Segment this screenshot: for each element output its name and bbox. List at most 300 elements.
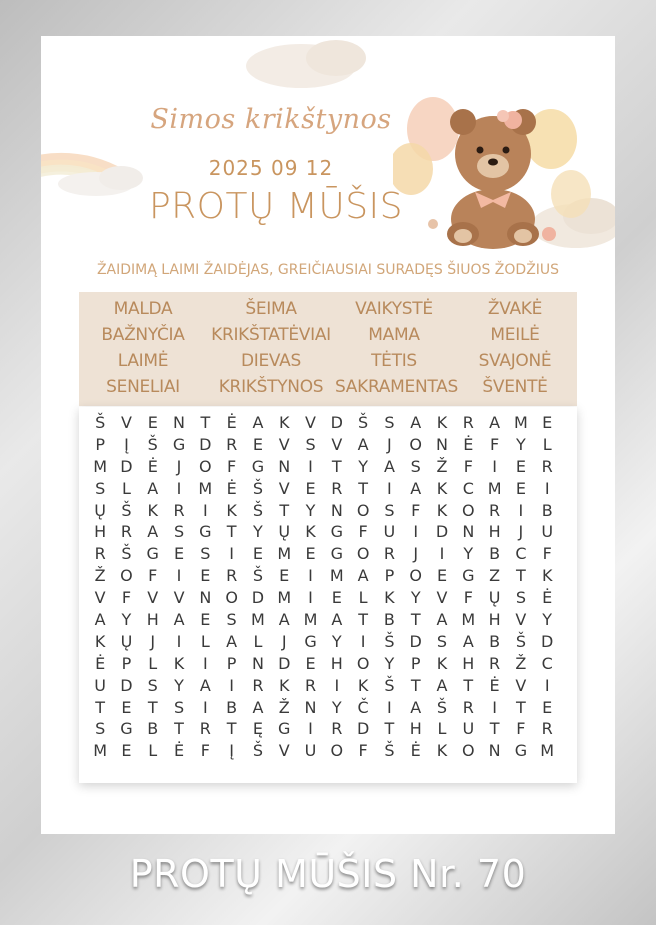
grid-letter[interactable]: D <box>435 522 449 542</box>
grid-letter[interactable]: J <box>176 456 182 476</box>
grid-letter[interactable]: N <box>173 413 186 432</box>
grid-letter[interactable]: S <box>436 631 448 651</box>
grid-letter[interactable]: K <box>436 500 448 520</box>
grid-letter[interactable]: D <box>541 631 554 651</box>
grid-letter[interactable]: G <box>462 566 475 586</box>
grid-letter[interactable]: O <box>356 500 370 520</box>
grid-letter[interactable]: G <box>330 522 344 542</box>
grid-letter[interactable]: Š <box>95 413 106 432</box>
grid-letter[interactable]: I <box>176 566 182 586</box>
grid-letter[interactable]: A <box>436 610 448 630</box>
grid-letter[interactable]: T <box>463 675 474 695</box>
grid-letter[interactable]: Ę <box>252 719 263 739</box>
grid-letter[interactable]: R <box>94 544 106 564</box>
grid-letter[interactable]: K <box>94 631 106 651</box>
grid-letter[interactable]: A <box>357 434 369 454</box>
grid-letter[interactable]: Ų <box>94 500 106 520</box>
grid-letter[interactable]: D <box>251 588 265 608</box>
grid-letter[interactable]: B <box>226 697 238 717</box>
grid-letter[interactable]: A <box>410 478 422 498</box>
grid-letter[interactable]: K <box>147 500 158 520</box>
grid-letter[interactable]: D <box>120 456 133 476</box>
grid-letter[interactable]: Š <box>252 566 263 586</box>
grid-letter[interactable]: G <box>278 719 291 739</box>
grid-letter[interactable]: F <box>227 456 237 476</box>
grid-letter[interactable]: E <box>200 566 211 586</box>
grid-letter[interactable]: G <box>146 544 159 564</box>
footer-title: PROTŲ MŪŠIS Nr. 70 <box>129 852 527 896</box>
grid-letter[interactable]: O <box>409 566 422 586</box>
grid-letter[interactable]: Y <box>542 610 553 630</box>
grid-letter[interactable]: Š <box>384 741 395 761</box>
grid-letter[interactable]: O <box>462 741 475 761</box>
grid-letter[interactable]: S <box>226 610 237 630</box>
grid-letter[interactable]: F <box>516 719 526 739</box>
grid-letter[interactable]: I <box>387 697 392 717</box>
grid-letter[interactable]: G <box>251 456 265 476</box>
grid-letter[interactable]: Ė <box>95 653 106 673</box>
grid-letter[interactable]: P <box>226 653 237 673</box>
grid-letter[interactable]: I <box>360 631 366 651</box>
grid-letter[interactable]: E <box>121 697 132 717</box>
word-item: KRIKŠTATĖVIAI <box>211 325 331 345</box>
grid-letter[interactable]: N <box>330 500 343 520</box>
grid-letter[interactable]: N <box>436 434 448 454</box>
grid-letter[interactable]: Ž <box>94 566 106 586</box>
grid-letter[interactable]: H <box>409 719 422 739</box>
grid-letter[interactable]: Y <box>253 522 263 542</box>
grid-letter[interactable]: Į <box>229 741 234 761</box>
grid-letter[interactable]: A <box>331 610 343 630</box>
grid-letter[interactable]: V <box>278 478 290 498</box>
grid-letter[interactable]: A <box>147 522 159 542</box>
grid-letter[interactable]: R <box>304 675 317 695</box>
grid-letter[interactable]: E <box>121 741 132 761</box>
grid-letter[interactable]: B <box>541 500 553 520</box>
word-item: MAMA <box>368 325 420 345</box>
grid-letter[interactable]: V <box>147 588 159 608</box>
grid-letter[interactable]: S <box>95 478 106 498</box>
grid-letter[interactable]: O <box>356 544 370 564</box>
grid-letter[interactable]: R <box>199 719 211 739</box>
grid-letter[interactable]: O <box>120 566 133 586</box>
grid-letter[interactable]: M <box>540 741 555 761</box>
grid-letter[interactable]: T <box>200 413 211 432</box>
grid-letter[interactable]: M <box>198 478 213 498</box>
grid-letter[interactable]: B <box>489 631 501 651</box>
grid-letter[interactable]: Ė <box>226 413 237 432</box>
grid-letter[interactable]: Y <box>410 588 421 608</box>
grid-letter[interactable]: V <box>515 675 527 695</box>
grid-letter[interactable]: S <box>95 719 106 739</box>
grid-letter[interactable]: V <box>278 434 290 454</box>
grid-letter[interactable]: F <box>463 456 473 476</box>
grid-letter[interactable]: A <box>462 631 474 651</box>
grid-letter[interactable]: S <box>384 413 395 432</box>
grid-letter[interactable]: F <box>490 434 500 454</box>
grid-letter[interactable]: U <box>462 719 475 739</box>
grid-letter[interactable]: T <box>226 719 237 739</box>
grid-letter[interactable]: E <box>436 566 448 586</box>
grid-letter[interactable]: M <box>303 610 318 630</box>
grid-letter[interactable]: D <box>278 653 291 673</box>
grid-letter[interactable]: P <box>95 434 105 454</box>
grid-letter[interactable]: R <box>120 522 132 542</box>
grid-letter[interactable]: Š <box>384 675 395 695</box>
grid-letter[interactable]: A <box>410 413 422 432</box>
grid-letter[interactable]: Ų <box>278 522 291 542</box>
grid-letter[interactable]: Y <box>305 500 316 520</box>
grid-letter[interactable]: O <box>225 588 238 608</box>
grid-letter[interactable]: C <box>515 544 527 564</box>
word-item: ŠVENTĖ <box>482 377 548 397</box>
grid-letter[interactable]: Š <box>147 434 158 454</box>
grid-letter[interactable]: C <box>462 478 474 498</box>
grid-letter[interactable]: T <box>358 478 368 498</box>
grid-letter[interactable]: Ž <box>278 697 290 717</box>
grid-letter[interactable]: B <box>489 544 501 564</box>
grid-letter[interactable]: P <box>384 566 395 586</box>
grid-letter[interactable]: I <box>308 456 313 476</box>
grid-letter[interactable]: D <box>199 434 212 454</box>
grid-letter[interactable]: O <box>199 456 212 476</box>
grid-letter[interactable]: M <box>93 741 108 761</box>
grid-letter[interactable]: U <box>541 522 554 542</box>
grid-letter[interactable]: A <box>278 610 290 630</box>
word-item: LAIMĖ <box>117 351 169 371</box>
grid-letter[interactable]: L <box>253 631 263 651</box>
grid-letter[interactable]: H <box>146 610 159 630</box>
grid-letter[interactable]: Č <box>357 697 369 717</box>
grid-letter[interactable]: Y <box>463 544 474 564</box>
grid-letter[interactable]: I <box>229 675 234 695</box>
grid-letter[interactable]: R <box>462 413 474 432</box>
grid-letter[interactable]: I <box>176 478 182 498</box>
grid-letter[interactable]: K <box>436 478 448 498</box>
grid-letter[interactable]: I <box>387 478 392 498</box>
word-item: VAIKYSTĖ <box>355 299 433 319</box>
word-item: TĖTIS <box>371 351 417 371</box>
grid-letter[interactable]: V <box>278 741 290 761</box>
grid-letter[interactable]: E <box>542 413 553 432</box>
grid-letter[interactable]: N <box>278 456 291 476</box>
grid-letter[interactable]: B <box>147 719 159 739</box>
grid-letter[interactable]: L <box>358 588 368 608</box>
grid-letter[interactable]: Š <box>121 544 132 564</box>
grid-letter[interactable]: V <box>305 413 316 432</box>
grid-letter[interactable]: R <box>173 500 185 520</box>
grid-letter[interactable]: F <box>148 566 158 586</box>
grid-letter[interactable]: Y <box>516 434 526 454</box>
grid-letter[interactable]: E <box>252 434 263 454</box>
grid-letter[interactable]: I <box>202 500 208 520</box>
grid-letter[interactable]: V <box>436 588 448 608</box>
grid-letter[interactable]: R <box>331 719 343 739</box>
grid-letter[interactable]: M <box>277 588 292 608</box>
grid-letter[interactable]: K <box>436 653 448 673</box>
grid-letter[interactable]: Ž <box>436 456 448 476</box>
grid-letter[interactable]: C <box>541 653 553 673</box>
grid-letter[interactable]: M <box>513 413 528 432</box>
grid-letter[interactable]: N <box>251 653 264 673</box>
grid-letter[interactable]: O <box>462 500 475 520</box>
grid-letter[interactable]: S <box>515 588 526 608</box>
grid-letter[interactable]: J <box>387 434 392 454</box>
grid-letter[interactable]: A <box>226 631 238 651</box>
grid-letter[interactable]: D <box>356 719 370 739</box>
grid-letter[interactable]: T <box>384 719 395 739</box>
grid-letter[interactable]: A <box>252 413 264 432</box>
grid-letter[interactable]: G <box>172 434 186 454</box>
grid-letter[interactable]: G <box>304 631 317 651</box>
grid-letter[interactable]: F <box>121 588 132 608</box>
grid-letter[interactable]: U <box>94 675 106 695</box>
grid-letter[interactable]: L <box>437 719 447 739</box>
grid-letter[interactable]: M <box>461 610 476 630</box>
grid-letter[interactable]: T <box>516 697 526 717</box>
grid-letter[interactable]: G <box>199 522 212 542</box>
grid-letter[interactable]: K <box>278 413 290 432</box>
grid-letter[interactable]: Š <box>121 500 132 520</box>
grid-letter[interactable]: R <box>331 478 343 498</box>
grid-letter[interactable]: Š <box>515 631 526 651</box>
grid-letter[interactable]: A <box>383 456 395 476</box>
grid-letter[interactable]: I <box>308 588 313 608</box>
grid-letter[interactable]: K <box>436 413 448 432</box>
grid-letter[interactable]: T <box>410 675 421 695</box>
grid-letter[interactable]: K <box>226 500 237 520</box>
grid-letter[interactable]: S <box>147 675 158 695</box>
grid-letter[interactable]: R <box>541 719 553 739</box>
grid-letter[interactable]: T <box>516 566 526 586</box>
grid-letter[interactable]: V <box>120 413 132 432</box>
grid-letter[interactable]: F <box>358 522 368 542</box>
grid-letter[interactable]: N <box>304 697 317 717</box>
grid-letter[interactable]: J <box>281 631 287 651</box>
grid-letter[interactable]: O <box>330 741 344 761</box>
grid-letter[interactable]: K <box>173 653 185 673</box>
grid-letter[interactable]: A <box>252 697 264 717</box>
grid-letter[interactable]: R <box>383 544 395 564</box>
grid-letter[interactable]: Š <box>252 741 263 761</box>
grid-letter[interactable]: I <box>202 653 208 673</box>
grid-letter[interactable]: I <box>518 500 524 520</box>
grid-letter[interactable]: K <box>305 522 316 542</box>
grid-letter[interactable]: K <box>541 566 553 586</box>
grid-letter[interactable]: Y <box>121 610 132 630</box>
grid-letter[interactable]: Y <box>174 675 184 695</box>
grid-letter[interactable]: Y <box>384 653 395 673</box>
grid-letter[interactable]: G <box>514 741 528 761</box>
grid-letter[interactable]: L <box>542 434 552 454</box>
grid-letter[interactable]: F <box>200 741 210 761</box>
grid-letter[interactable]: E <box>331 588 342 608</box>
grid-letter[interactable]: Y <box>331 697 342 717</box>
grid-letter[interactable]: I <box>413 522 419 542</box>
grid-letter[interactable]: Y <box>331 631 342 651</box>
grid-letter[interactable]: P <box>410 653 421 673</box>
grid-letter[interactable]: M <box>251 610 265 630</box>
grid-letter[interactable]: Ė <box>410 741 421 761</box>
grid-letter[interactable]: A <box>199 675 211 695</box>
grid-letter[interactable]: E <box>305 544 316 564</box>
grid-letter[interactable]: Ų <box>120 631 133 651</box>
grid-letter[interactable]: L <box>148 741 158 761</box>
grid-letter[interactable]: O <box>356 653 370 673</box>
grid-letter[interactable]: R <box>226 566 238 586</box>
grid-letter[interactable]: S <box>305 434 316 454</box>
grid-letter[interactable]: H <box>488 522 501 542</box>
grid-letter[interactable]: G <box>120 719 133 739</box>
grid-letter[interactable]: A <box>436 675 448 695</box>
grid-letter[interactable]: R <box>462 697 474 717</box>
grid-letter[interactable]: I <box>334 675 340 695</box>
grid-letter[interactable]: F <box>411 500 421 520</box>
grid-letter[interactable]: Š <box>384 631 395 651</box>
grid-letter[interactable]: Ė <box>463 434 474 454</box>
grid-letter[interactable]: M <box>277 544 292 564</box>
grid-letter[interactable]: E <box>200 610 211 630</box>
grid-letter[interactable]: T <box>226 522 237 542</box>
grid-letter[interactable]: B <box>383 610 395 630</box>
grid-letter[interactable]: T <box>174 719 184 739</box>
grid-letter[interactable]: A <box>94 610 106 630</box>
grid-letter[interactable]: U <box>383 522 396 542</box>
grid-letter[interactable]: I <box>229 544 234 564</box>
grid-letter[interactable]: H <box>94 522 107 542</box>
grid-letter[interactable]: J <box>413 544 419 564</box>
grid-letter[interactable]: Z <box>489 566 501 586</box>
grid-letter[interactable]: I <box>544 675 550 695</box>
grid-letter[interactable]: D <box>120 675 133 695</box>
grid-letter[interactable]: E <box>305 653 316 673</box>
grid-letter[interactable]: Š <box>252 478 263 498</box>
grid-letter[interactable]: T <box>331 456 342 476</box>
grid-letter[interactable]: Ė <box>226 478 237 498</box>
grid-letter[interactable]: O <box>409 434 422 454</box>
grid-letter[interactable]: A <box>489 413 501 432</box>
grid-letter[interactable]: T <box>358 610 368 630</box>
grid-letter[interactable]: I <box>202 697 208 717</box>
grid-letter[interactable]: J <box>150 631 156 651</box>
grid-letter[interactable]: K <box>278 675 290 695</box>
grid-letter[interactable]: V <box>331 434 343 454</box>
grid-letter[interactable]: Š <box>436 697 448 717</box>
grid-letter[interactable]: Y <box>358 456 368 476</box>
grid-letter[interactable]: R <box>252 675 264 695</box>
grid-letter[interactable]: F <box>542 544 552 564</box>
grid-letter[interactable]: N <box>462 522 475 542</box>
grid-letter[interactable]: G <box>330 544 344 564</box>
grid-letter[interactable]: U <box>304 741 317 761</box>
grid-letter[interactable]: I <box>544 478 550 498</box>
grid-letter[interactable]: Ė <box>489 675 500 695</box>
grid-letter[interactable]: E <box>173 544 185 564</box>
grid-letter[interactable]: V <box>173 588 185 608</box>
grid-letter[interactable]: E <box>542 697 553 717</box>
grid-letter[interactable]: L <box>148 653 158 673</box>
grid-letter[interactable]: Į <box>124 434 129 454</box>
grid-letter[interactable]: I <box>492 456 497 476</box>
grid-letter[interactable]: S <box>410 456 421 476</box>
grid-letter[interactable]: Ž <box>515 653 527 673</box>
grid-letter[interactable]: V <box>515 610 527 630</box>
grid-letter[interactable]: S <box>173 697 185 717</box>
grid-letter[interactable]: Ė <box>173 741 185 761</box>
grid-letter[interactable]: A <box>173 610 185 630</box>
grid-letter[interactable]: E <box>515 456 526 476</box>
grid-letter[interactable]: K <box>357 675 369 695</box>
grid-letter[interactable]: E <box>147 413 158 432</box>
grid-letter[interactable]: V <box>94 588 106 608</box>
grid-letter[interactable]: I <box>492 697 497 717</box>
grid-letter[interactable]: Ė <box>147 456 158 476</box>
grid-letter[interactable]: I <box>308 719 313 739</box>
grid-letter[interactable]: R <box>489 500 501 520</box>
grid-letter[interactable]: E <box>252 544 263 564</box>
grid-letter[interactable]: A <box>410 697 422 717</box>
grid-letter[interactable]: T <box>279 500 290 520</box>
grid-letter[interactable]: S <box>200 544 211 564</box>
grid-letter[interactable]: N <box>488 741 501 761</box>
grid-letter[interactable]: D <box>409 631 422 651</box>
grid-letter[interactable]: M <box>93 456 108 476</box>
puzzle-card <box>41 36 615 834</box>
grid-letter[interactable]: H <box>330 653 343 673</box>
grid-letter[interactable]: A <box>147 478 159 498</box>
grid-letter[interactable]: L <box>121 478 131 498</box>
grid-letter[interactable]: Ė <box>542 588 553 608</box>
grid-letter[interactable]: N <box>199 588 212 608</box>
grid-letter[interactable]: Š <box>252 500 263 520</box>
grid-letter[interactable]: R <box>489 653 501 673</box>
grid-letter[interactable]: M <box>487 478 502 498</box>
teddy-bear-icon <box>393 84 593 254</box>
grid-letter[interactable]: T <box>95 697 106 717</box>
grid-letter[interactable]: T <box>147 697 158 717</box>
grid-letter[interactable]: I <box>176 631 182 651</box>
grid-letter[interactable]: A <box>357 566 369 586</box>
grid-letter[interactable]: K <box>384 588 395 608</box>
grid-letter[interactable]: E <box>305 478 316 498</box>
grid-letter[interactable]: H <box>488 610 501 630</box>
grid-letter[interactable]: S <box>173 522 185 542</box>
grid-letter[interactable]: R <box>226 434 238 454</box>
word-item: SVAJONĖ <box>478 351 552 371</box>
grid-letter[interactable]: I <box>308 566 313 586</box>
grid-letter[interactable]: R <box>541 456 553 476</box>
word-item: DIEVAS <box>240 351 301 371</box>
grid-letter[interactable]: Š <box>358 413 369 432</box>
grid-letter[interactable]: L <box>200 631 210 651</box>
grid-letter[interactable]: E <box>515 478 526 498</box>
grid-letter[interactable]: D <box>330 413 343 432</box>
grid-letter[interactable]: P <box>121 653 132 673</box>
grid-letter[interactable]: J <box>518 522 524 542</box>
grid-letter[interactable]: F <box>463 588 473 608</box>
grid-letter[interactable]: M <box>329 566 344 586</box>
word-item: MALDA <box>113 299 173 319</box>
grid-letter[interactable]: S <box>384 500 395 520</box>
grid-letter[interactable]: H <box>462 653 475 673</box>
grid-letter[interactable]: T <box>489 719 500 739</box>
grid-letter[interactable]: I <box>439 544 445 564</box>
grid-letter[interactable]: F <box>358 741 368 761</box>
grid-letter[interactable]: Ų <box>488 588 501 608</box>
grid-letter[interactable]: E <box>279 566 290 586</box>
grid-letter[interactable]: K <box>436 741 448 761</box>
grid-letter[interactable]: T <box>410 610 421 630</box>
